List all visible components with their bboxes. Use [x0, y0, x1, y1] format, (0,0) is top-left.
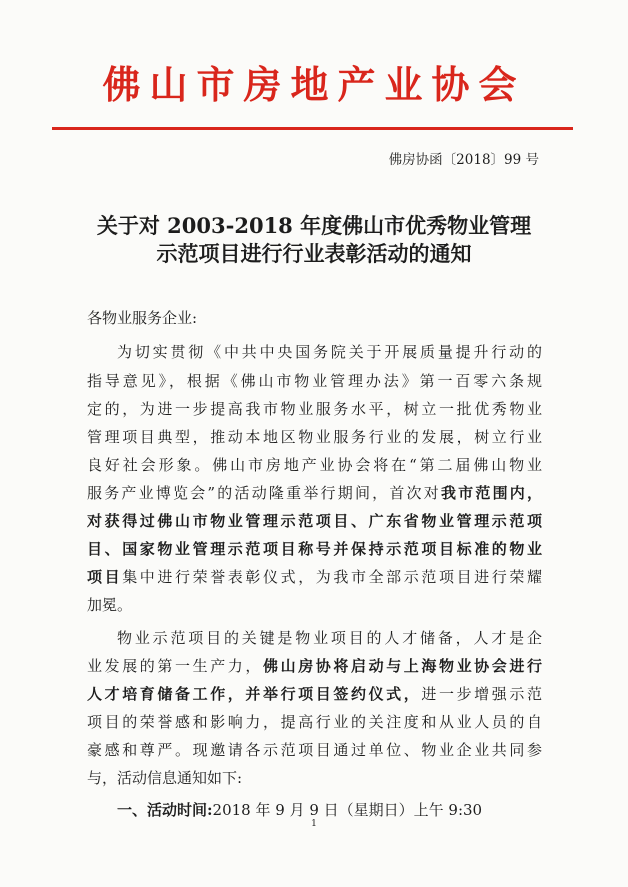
notice-title-line-2: 示范项目进行行业表彰活动的通知: [156, 241, 472, 266]
paragraph-2-line: [87, 683, 542, 705]
text-run: 服务产业博览会”的活动隆重举行期间，首次对: [87, 484, 441, 502]
paragraph-2-line: 物业示范项目的关键是物业项目的人才储备，人才是企: [117, 629, 542, 647]
header-red-line: [52, 127, 573, 130]
paragraph-1-line: [87, 482, 542, 504]
paragraph-2-line: 与，活动信息通知如下:: [87, 769, 243, 787]
paragraph-2-line: 项目的荣誉感和影响力，提高行业的关注度和从业人员的自: [87, 713, 542, 731]
paragraph-2-line: 豪感和尊严。现邀请各示范项目通过单位、物业企业共同参: [87, 741, 542, 759]
paragraph-1-line-bold: [87, 510, 542, 532]
paragraph-1-line: 加冕。: [87, 596, 133, 614]
paragraph-1-line: [87, 566, 542, 588]
page-number: 1: [311, 819, 317, 829]
paragraph-1-line: 定的，为进一步提高我市物业服务水平，树立一批优秀物业: [87, 400, 542, 418]
bold-text-run: 人才培育储备工作，并举行项目签约仪式，: [87, 685, 422, 703]
paragraph-1-line-bold: [87, 538, 542, 560]
event-time: 2018 年 9 月 9 日（星期日）上午 9:30: [212, 801, 483, 819]
bold-text-run: 目、国家物业管理示范项目称号并保持示范项目标准的物业: [87, 540, 542, 558]
bold-text-run: 对获得过佛山市物业管理示范项目、广东省物业管理示范项: [87, 512, 542, 530]
document-number: 佛房协函〔2018〕99 号: [388, 152, 539, 168]
bold-text-run: 项目: [87, 568, 123, 586]
paragraph-1-line: 指导意见》，根据《佛山市物业管理办法》第一百零六条规: [87, 372, 542, 390]
paragraph-2-line: [87, 655, 542, 677]
bold-text-run: 我市范围内，: [440, 484, 542, 502]
paragraph-1-line: 管理项目典型，推动本地区物业服务行业的发展，树立行业: [87, 428, 542, 446]
salutation: 各物业服务企业:: [87, 309, 198, 327]
text-run: 进一步增强示范: [421, 685, 542, 703]
organization-name: 佛山市房地产业协会: [102, 62, 526, 107]
section-label: 一、活动时间:: [117, 801, 213, 819]
text-run: 集中进行荣誉表彰仪式，为我市全部示范项目进行荣耀: [122, 568, 542, 586]
bold-text-run: 佛山房协将启动与上海物业协会进行: [263, 657, 542, 675]
paragraph-1-line: 为切实贯彻《中共中央国务院关于开展质量提升行动的: [117, 343, 542, 361]
text-run: 业发展的第一生产力，: [87, 657, 263, 675]
notice-title-line-1: 关于对 2003-2018 年度佛山市优秀物业管理: [96, 213, 532, 238]
paragraph-1-line: 良好社会形象。佛山市房地产业协会将在“第二届佛山物业: [87, 456, 542, 474]
